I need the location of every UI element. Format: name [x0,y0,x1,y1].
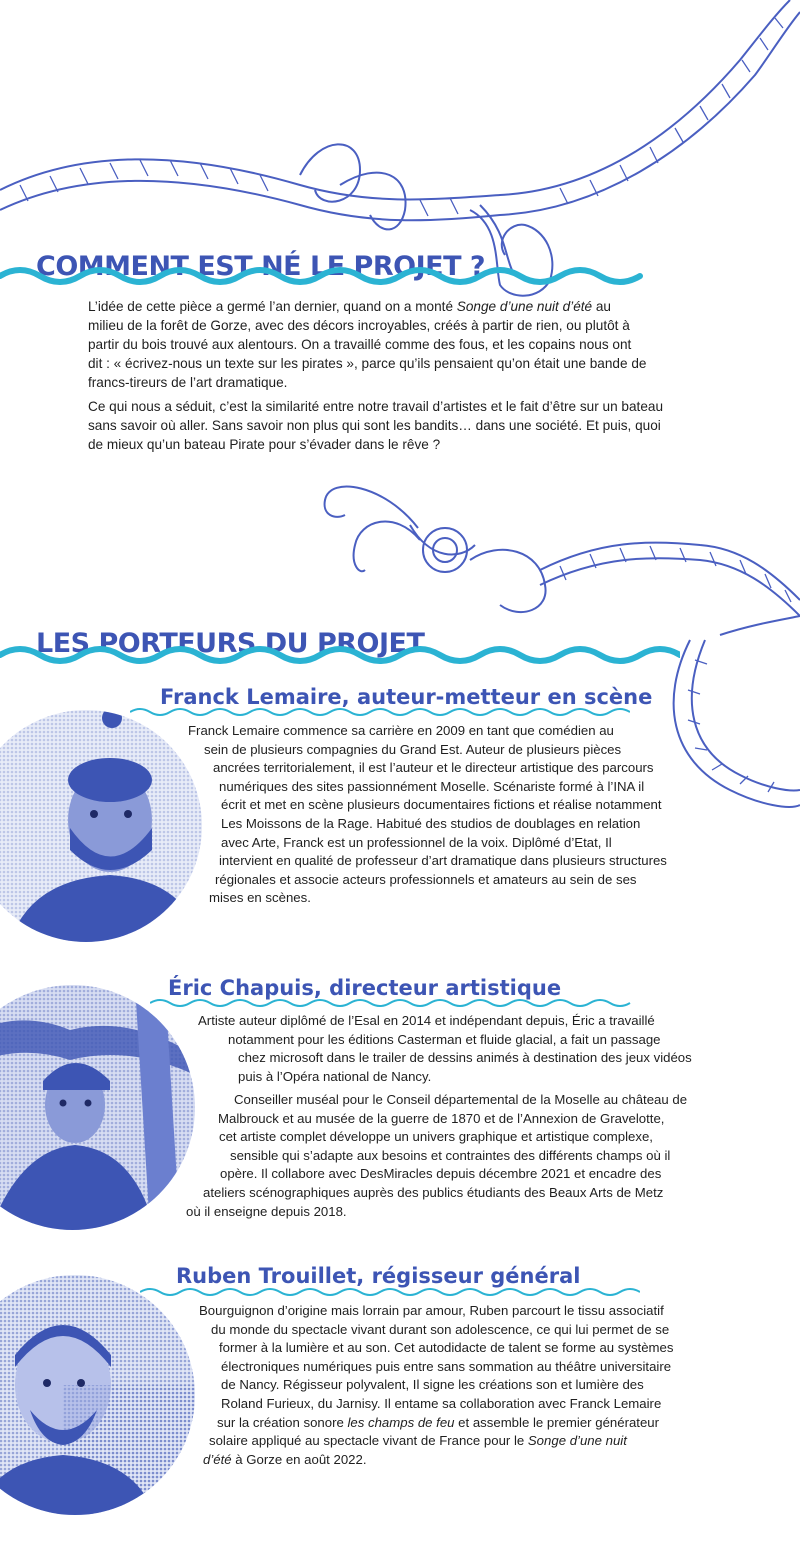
bio-eric: Artiste auteur diplômé de l’Esal en 2014 et indépendant depuis, Éric a travaillé notamment pour les éditions Casterman et fluide glacial, a fait un passage chez microsoft dans le trailer de dessins animés à destination des jeux vidéos puis à l’Opéra national de Nancy. [198,1013,692,1084]
person-name-franck: Franck Lemaire, auteur-metteur en scène [160,685,653,709]
section-title-team: LES PORTEURS DU PROJET [36,628,425,659]
wave-underline [150,997,640,1011]
origin-paragraph-2: Ce qui nous a séduit, c’est la similarité entre notre travail d’artistes et le fait d’être sur un bateau sans savoir où aller. Sans savoir non plus qui sont les bandits… dans une société. Et puis, quoi de mieux qu’un bateau Pirate pour s’évader dans le rêve ? [88,399,664,452]
bio-eric-2: Conseiller muséal pour le Conseil départemental de la Moselle au château de Malbrouck et au musée de la guerre de 1870 et de l’Annexion de Gravelotte, cet artiste complet développe un univers graphique et artistique complexe, sensible qui s’adapte aux besoins et contraintes des différents champs où il opère. Il collabore avec DesMiracles depuis décembre 2021 et encadre des ateliers scénographiques auprès des publics étudiants des Beaux Arts de Metz où il enseigne depuis 2018. [186,1092,688,1219]
wave-underline [130,706,630,720]
person-name-ruben: Ruben Trouillet, régisseur général [176,1264,581,1288]
person-name-eric: Éric Chapuis, directeur artistique [168,976,562,1000]
wave-divider [0,262,660,296]
wave-underline [140,1286,640,1300]
origin-paragraph-1: L’idée de cette pièce a germé l’an dernier, quand on a monté Songe d’une nuit d’été au milieu de la forêt de Gorze, avec des décors incroyables, créés à partir de rien, ou plutôt à partir du bois trouvé aux alentours. On a travaillé comme des fous, et les copains nous ont dit : « écrivez-nous un texte sur les pirates », parce qu’ils pensaient qu’on était une bande de francs-tireurs de l’art dramatique. [88,299,647,390]
bio-ruben: Bourguignon d’origine mais lorrain par amour, Ruben parcourt le tissu associatif du monde du spectacle vivant durant son adolescence, ce qui lui permet de se former à la lumière et au son. Cet autodidacte de talent se forme au systèmes électroniques numériques puis entre sans sommation au théâtre universitaire de Nancy. Régisseur polyvalent, Il signe les créations son et lumière des Roland Furieux, du Jarnisy. Il entame sa collaboration avec Franck Lemaire sur la création sonore les champs de feu et assemble le premier générateur solaire appliqué au spectacle vivant de France pour le Songe d’une nuit d’été à Gorze en août 2022. [199,1303,674,1467]
bio-franck: Franck Lemaire commence sa carrière en 2009 en tant que comédien au sein de plusieurs compagnies du Grand Est. Auteur de plusieurs pièces ancrées territorialement, il est l’auteur et le directeur artistique des parcours numériques des sites passionnément Moselle. Scénariste formé à l’INA il écrit et met en scène plusieurs documentaires fictions et réalise notamment Les Moissons de la Rage. Habitué des studios de doublages en relation avec Arte, Franck est un professionnel de la voix. Diplômé d’Etat, Il intervient en qualité de professeur d’art dramatique dans plusieurs structures régionales et associe acteurs professionnels et amateurs au sein de ses mises en scènes. [188,723,667,906]
wave-divider [0,641,680,675]
section-title-origin: COMMENT EST NÉ LE PROJET ? [36,251,486,282]
